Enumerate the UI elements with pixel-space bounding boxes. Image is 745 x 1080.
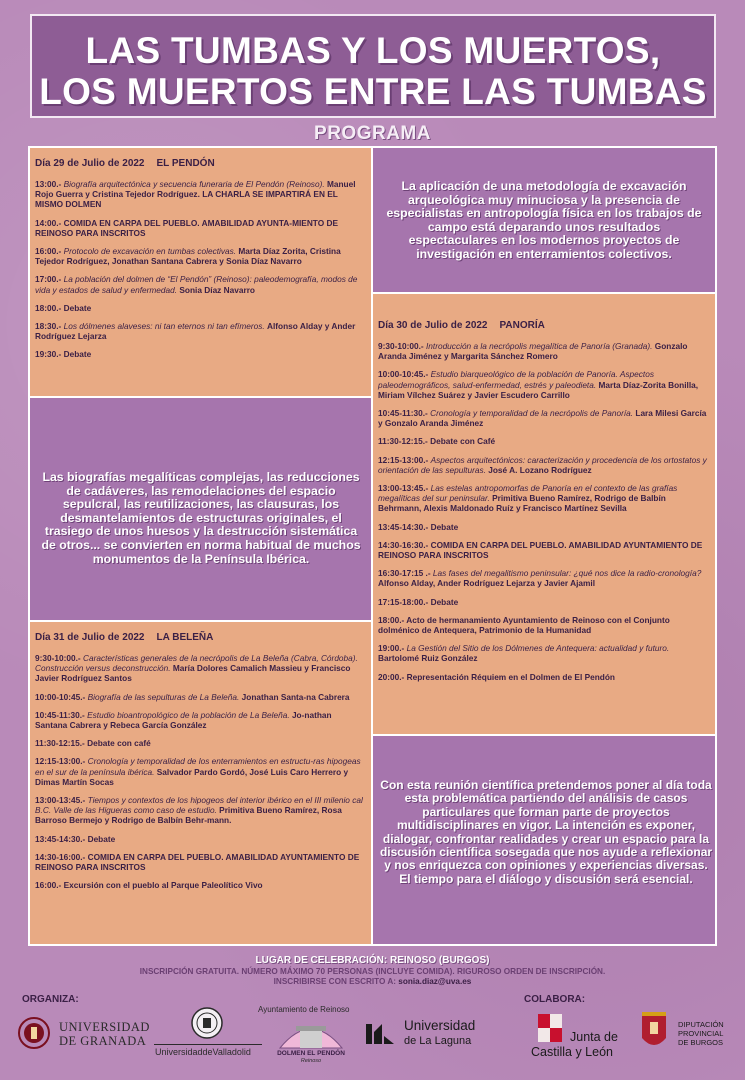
schedule-event [35,795,365,826]
event-time: 18:00.- [378,614,407,625]
event-speakers: Excursión con el pueblo al Parque Paleolítico Vivo [63,880,263,891]
event-title: Las fases del megalitismo peninsular: ¿qué nos dice la radio-cronología? [432,568,702,579]
title-banner [30,14,716,118]
schedule-event [378,455,709,475]
diputacion-line-2: PROVINCIAL [678,1029,724,1038]
day1-place: EL PENDÓN [156,158,215,169]
event-speakers: Marta Díaz-Zorita Bonilla, Miriam Vílchez Suárez y Javier Escudero Carrillo [378,379,699,400]
schedule-event [378,522,709,532]
schedule-event [378,436,709,446]
schedule-event [378,672,709,682]
event-time: 19:00.- [378,643,407,654]
event-time: 13:45-14:30.- [35,833,88,844]
event-speakers: Debate con café [87,738,151,749]
schedule-event [378,369,709,400]
venue-line: LUGAR DE CELEBRACIÓN: REINOSO (BURGOS) [255,955,490,966]
event-time: 13:45-14:30.- [378,521,431,532]
schedule-event [35,303,365,313]
event-title: Biografía de las sepulturas de La Beleña. [87,691,242,702]
day2-date: Día 30 de Julio de 2022 [378,320,488,331]
event-time: 17:00.- [35,274,64,285]
day3-date: Día 31 de Julio de 2022 [35,632,145,643]
title-line-2: LOS MUERTOS ENTRE LAS TUMBAS [39,71,707,112]
schedule-event [35,834,365,844]
schedule-event [35,710,365,730]
email-address[interactable]: sonia.diaz@uva.es [398,977,472,986]
objetivo-paragraph-box [371,734,717,946]
jcyl-line-2: Castilla y León [531,1045,613,1059]
event-title: Introducción a la necrópolis megalítica de Panoría (Granada). [425,341,655,351]
schedule-event [35,880,365,890]
schedule-event [35,349,365,359]
schedule-event [378,615,709,635]
event-title: Protocolo de excavación en tumbas colectivas. [63,246,239,257]
email-label: INSCRIBIRSE CON ESCRITO A: [273,977,397,986]
schedule-event [378,597,709,607]
uva-divider [154,1044,262,1045]
schedule-event [35,321,365,341]
event-time: 14:30-16:00.- [35,851,88,862]
day3-place: LA BELEÑA [156,632,214,643]
schedule-event [378,341,709,361]
event-speakers: Debate [63,349,92,360]
ull-logo [364,1018,486,1054]
event-speakers: COMIDA EN CARPA DEL PUEBLO. AMABILIDAD AYUNTA-MIENTO DE REINOSO PARA INSCRITOS [35,217,339,238]
intro-paragraph: La aplicación de una metodología de excavación arqueológica muy minuciosa y la presencia de especialistas en antropología física en los trabajos de campo está deparando unos resultados espectaculares en los modernos proyectos de investigación en enterramientos colectivos. [386,179,702,261]
ugr-line-2: DE GRANADA [59,1034,147,1048]
biografias-paragraph-box [28,396,373,622]
day1-date: Día 29 de Julio de 2022 [35,158,145,169]
event-title: Biografía arquitectónica y secuencia funeraria de El Pendón (Reinoso). [63,179,327,189]
ull-line-1: Universidad [404,1018,476,1033]
title-line-1: LAS TUMBAS Y LOS MUERTOS, [85,30,661,71]
uva-seal-icon [190,1006,224,1040]
event-title: Aspectos arquitectónicos: caracterización y procedencia de los ortostatos y orientación de las sepulturas. [378,454,707,475]
event-speakers: Acto de hermanamiento Ayuntamiento de Reinoso con el Conjunto dolménico de Antequera, Patrimonio de la Humanidad [378,614,670,636]
event-time: 17:15-18:00.- [378,596,431,607]
event-speakers: Primitiva Bueno Ramírez, Rosa Barroso Bermejo y Rodrigo de Balbín Behr-mann. [35,805,342,826]
event-time: 19:30.- [35,349,64,360]
schedule-event [35,692,365,702]
event-time: 12:15-13:00.- [35,756,88,767]
event-speakers: Alfonso Alday, Ander Rodríguez Lejarza y Javier Ajamil [378,578,596,589]
ugr-crest-icon [17,1014,51,1052]
event-speakers: Bartolomé Ruiz González [378,653,478,664]
event-title: Estudio bioantropológico de la población de La Beleña. [87,709,292,720]
schedule-event [35,274,365,294]
event-speakers: Manuel Rojo Guerra y Cristina Tejedor Rodríguez. LA CHARLA SE IMPARTIRÁ EN EL MISMO DOLMEN [35,179,356,210]
diputacion-line-3: DE BURGOS [678,1038,724,1047]
day1-header [35,158,365,169]
diputacion-logo [640,1008,740,1062]
event-title: Cronología y temporalidad de los enterramientos en estructu-ras hipogeas en el sur de la península ibérica. [35,756,361,777]
day2-place: PANORÍA [499,320,545,331]
dolmen-icon [276,1016,346,1050]
reinoso-label: Ayuntamiento de Reinoso [258,1005,350,1014]
day1-box [28,146,373,398]
event-speakers: Primitiva Bueno Ramírez, Rodrigo de Balbín Behrmann, Alexis Maldonado Ruíz y Francisco Martínez Sevilla [378,493,666,514]
schedule-event [35,246,365,266]
event-time: 10:45-11:30.- [35,709,88,720]
event-speakers: Sonia Díaz Navarro [179,284,255,295]
schedule-event [35,756,365,787]
day2-box [371,292,717,736]
event-time: 10:00-10:45.- [35,691,88,702]
schedule-event [35,218,365,238]
schedule-event [35,179,365,210]
uva-logo [154,1006,264,1060]
event-time: 13:00.- [35,179,64,189]
intro-paragraph-box [371,146,717,294]
schedule-event [35,738,365,748]
event-time: 13:00-13:45.- [35,795,88,806]
ull-line-2: de La Laguna [404,1035,472,1047]
event-speakers: Alfonso Alday y Ander Rodríguez Lejarza [35,321,356,342]
programa-heading: PROGRAMA [314,123,431,144]
event-time: 16:00.- [35,880,64,891]
schedule-event [378,540,709,560]
schedule-event [378,643,709,663]
event-title: Características generales de la necrópolis de La Beleña (Cabra, Córdoba). Construcción versus deconstrucción. [35,653,358,674]
event-time: 11:30-12:15.- [35,738,88,749]
jcyl-shield-icon [538,1014,562,1042]
dolmen-name: DOLMEN EL PENDÓN [277,1050,345,1057]
event-speakers: Jonathan Santa-na Cabrera [241,691,350,702]
event-title: Los dólmenes alaveses: ni tan eternos ni tan efímeros. [63,321,267,332]
schedule-event [35,852,365,872]
event-speakers: Debate [430,521,459,532]
day3-box [28,620,373,946]
event-speakers: Lara Milesi García y Gonzalo Aranda Jiménez [378,408,707,429]
day3-event-list [35,653,365,890]
event-title: La Gestión del Sitio de los Dólmenes de Antequera: actualidad y futuro. [406,643,670,654]
dolmen-logo [276,1016,346,1072]
event-time: 16:00.- [35,246,64,257]
schedule-event [378,408,709,428]
day2-header [378,320,709,331]
event-title: Cronología y temporalidad de la necrópolis de Panoría. [430,408,636,419]
event-title: Tiempos y contextos de los hipogeos del interior ibérico en el III milenio cal B.C. Valle de las Higueras como caso de estudio. [35,795,363,816]
ugr-line-1: UNIVERSIDAD [59,1020,150,1034]
event-speakers: Debate [430,596,459,607]
event-time: 10:00-10:45.- [378,369,431,380]
event-speakers: Debate con Café [430,436,496,447]
organiza-label: ORGANIZA: [22,994,79,1005]
ull-mark-icon [364,1022,396,1046]
colabora-label: COLABORA: [524,994,586,1005]
event-title: Las estelas antropomorfas de Panoría en el contexto de las grafías megalíticas del sur peninsular. [378,483,678,504]
event-speakers: Marta Díaz Zorita, Cristina Tejedor Rodríguez, Jonathan Santana Cabrera y Sonia Díaz Navarro [35,246,341,267]
event-time: 12:15-13:00.- [378,454,431,465]
event-speakers: José A. Lozano Rodríguez [488,464,592,475]
ugr-logo [17,1014,150,1054]
diputacion-line-1: DIPUTACIÓN [678,1020,724,1029]
event-time: 10:45-11:30.- [378,408,431,419]
event-speakers: Salvador Pardo Gordó, José Luis Caro Herrero y Dimas Martín Socas [35,766,349,787]
event-time: 9:30-10:00.- [35,653,83,663]
schedule-event [378,483,709,514]
day2-event-list [378,341,709,682]
event-speakers: María Dolores Camalich Massieu y Francisco Javier Rodríguez Santos [35,663,351,684]
event-time: 11:30-12:15.- [378,436,431,447]
event-time: 18:00.- [35,302,64,313]
uva-name: UniversidaddeValladolid [155,1047,251,1057]
event-title: La población del dolmen de “El Pendón” (Reinoso): paleodemografía, modos de vida y estados de salud y enfermedad. [35,274,358,295]
event-time: 9:30-10:00.- [378,341,426,351]
event-speakers: Debate [87,833,116,844]
objetivo-paragraph: Con esta reunión científica pretendemos poner al día toda esta problemática partiendo del análisis de casos particulares que forman parte de proyectos multidisciplinares en vigor. La intención es exponer, dialogar, confrontar realidades y crear un espacio para la discusión científica sosegada que nos ayude a reflexionar y nos enriquezca con opiniones y experiencias diversas. El tiempo para el diálogo y discusión será esencial. [379,778,713,886]
event-time: 20:00.- [378,671,407,682]
event-title: Estudio biarqueológico de la población de Panoría. Aspectos paleodemográficos, salud-enfermedad, estrés y paleodieta. [378,369,654,390]
event-speakers: COMIDA EN CARPA DEL PUEBLO. AMABILIDAD AYUNTAMIENTO DE REINOSO PARA INSCRITOS [378,539,703,561]
diputacion-shield-icon [640,1008,668,1052]
event-speakers: Debate [63,302,92,313]
event-speakers: Representación Réquiem en el Dolmen de El Pendón [406,671,615,682]
event-time: 13:00-13:45.- [378,483,431,494]
event-speakers: Jo-nathan Santana Cabrera y Rebeca García González [35,709,332,731]
day1-event-list [35,179,365,360]
email-line [0,977,745,986]
registration-line: INSCRIPCIÓN GRATUITA. NÚMERO MÁXIMO 70 PERSONAS (INCLUYE COMIDA). RIGUROSO ORDEN DE INSCRIPCIÓN. [139,967,606,976]
event-time: 14:00.- [35,217,64,228]
dolmen-sub: Reinoso [300,1058,322,1064]
event-time: 18:30.- [35,321,64,332]
event-time: 16:30-17:15 .- [378,568,433,579]
jcyl-logo [530,1014,630,1062]
biografias-paragraph: Las biografías megalíticas complejas, las reducciones de cadáveres, las remodelaciones del espacio sepulcral, las reutilizaciones, las clausuras, los desmantelamientos de estructuras originales, el trasiego de unos huesos y la destrucción sistemática de otros... se convierten en norma habitual de muchos monumentos de la Península Ibérica. [41,470,361,566]
event-speakers: Gonzalo Aranda Jiménez y Margarita Sánchez Romero [378,341,688,362]
schedule-event [378,568,709,588]
schedule-event [35,653,365,684]
jcyl-line-1: Junta de [570,1030,618,1044]
event-time: 14:30-16:30.- [378,539,431,550]
event-speakers: COMIDA EN CARPA DEL PUEBLO. AMABILIDAD AYUNTAMIENTO DE REINOSO PARA INSCRITOS [35,851,360,873]
day3-header [35,632,365,643]
